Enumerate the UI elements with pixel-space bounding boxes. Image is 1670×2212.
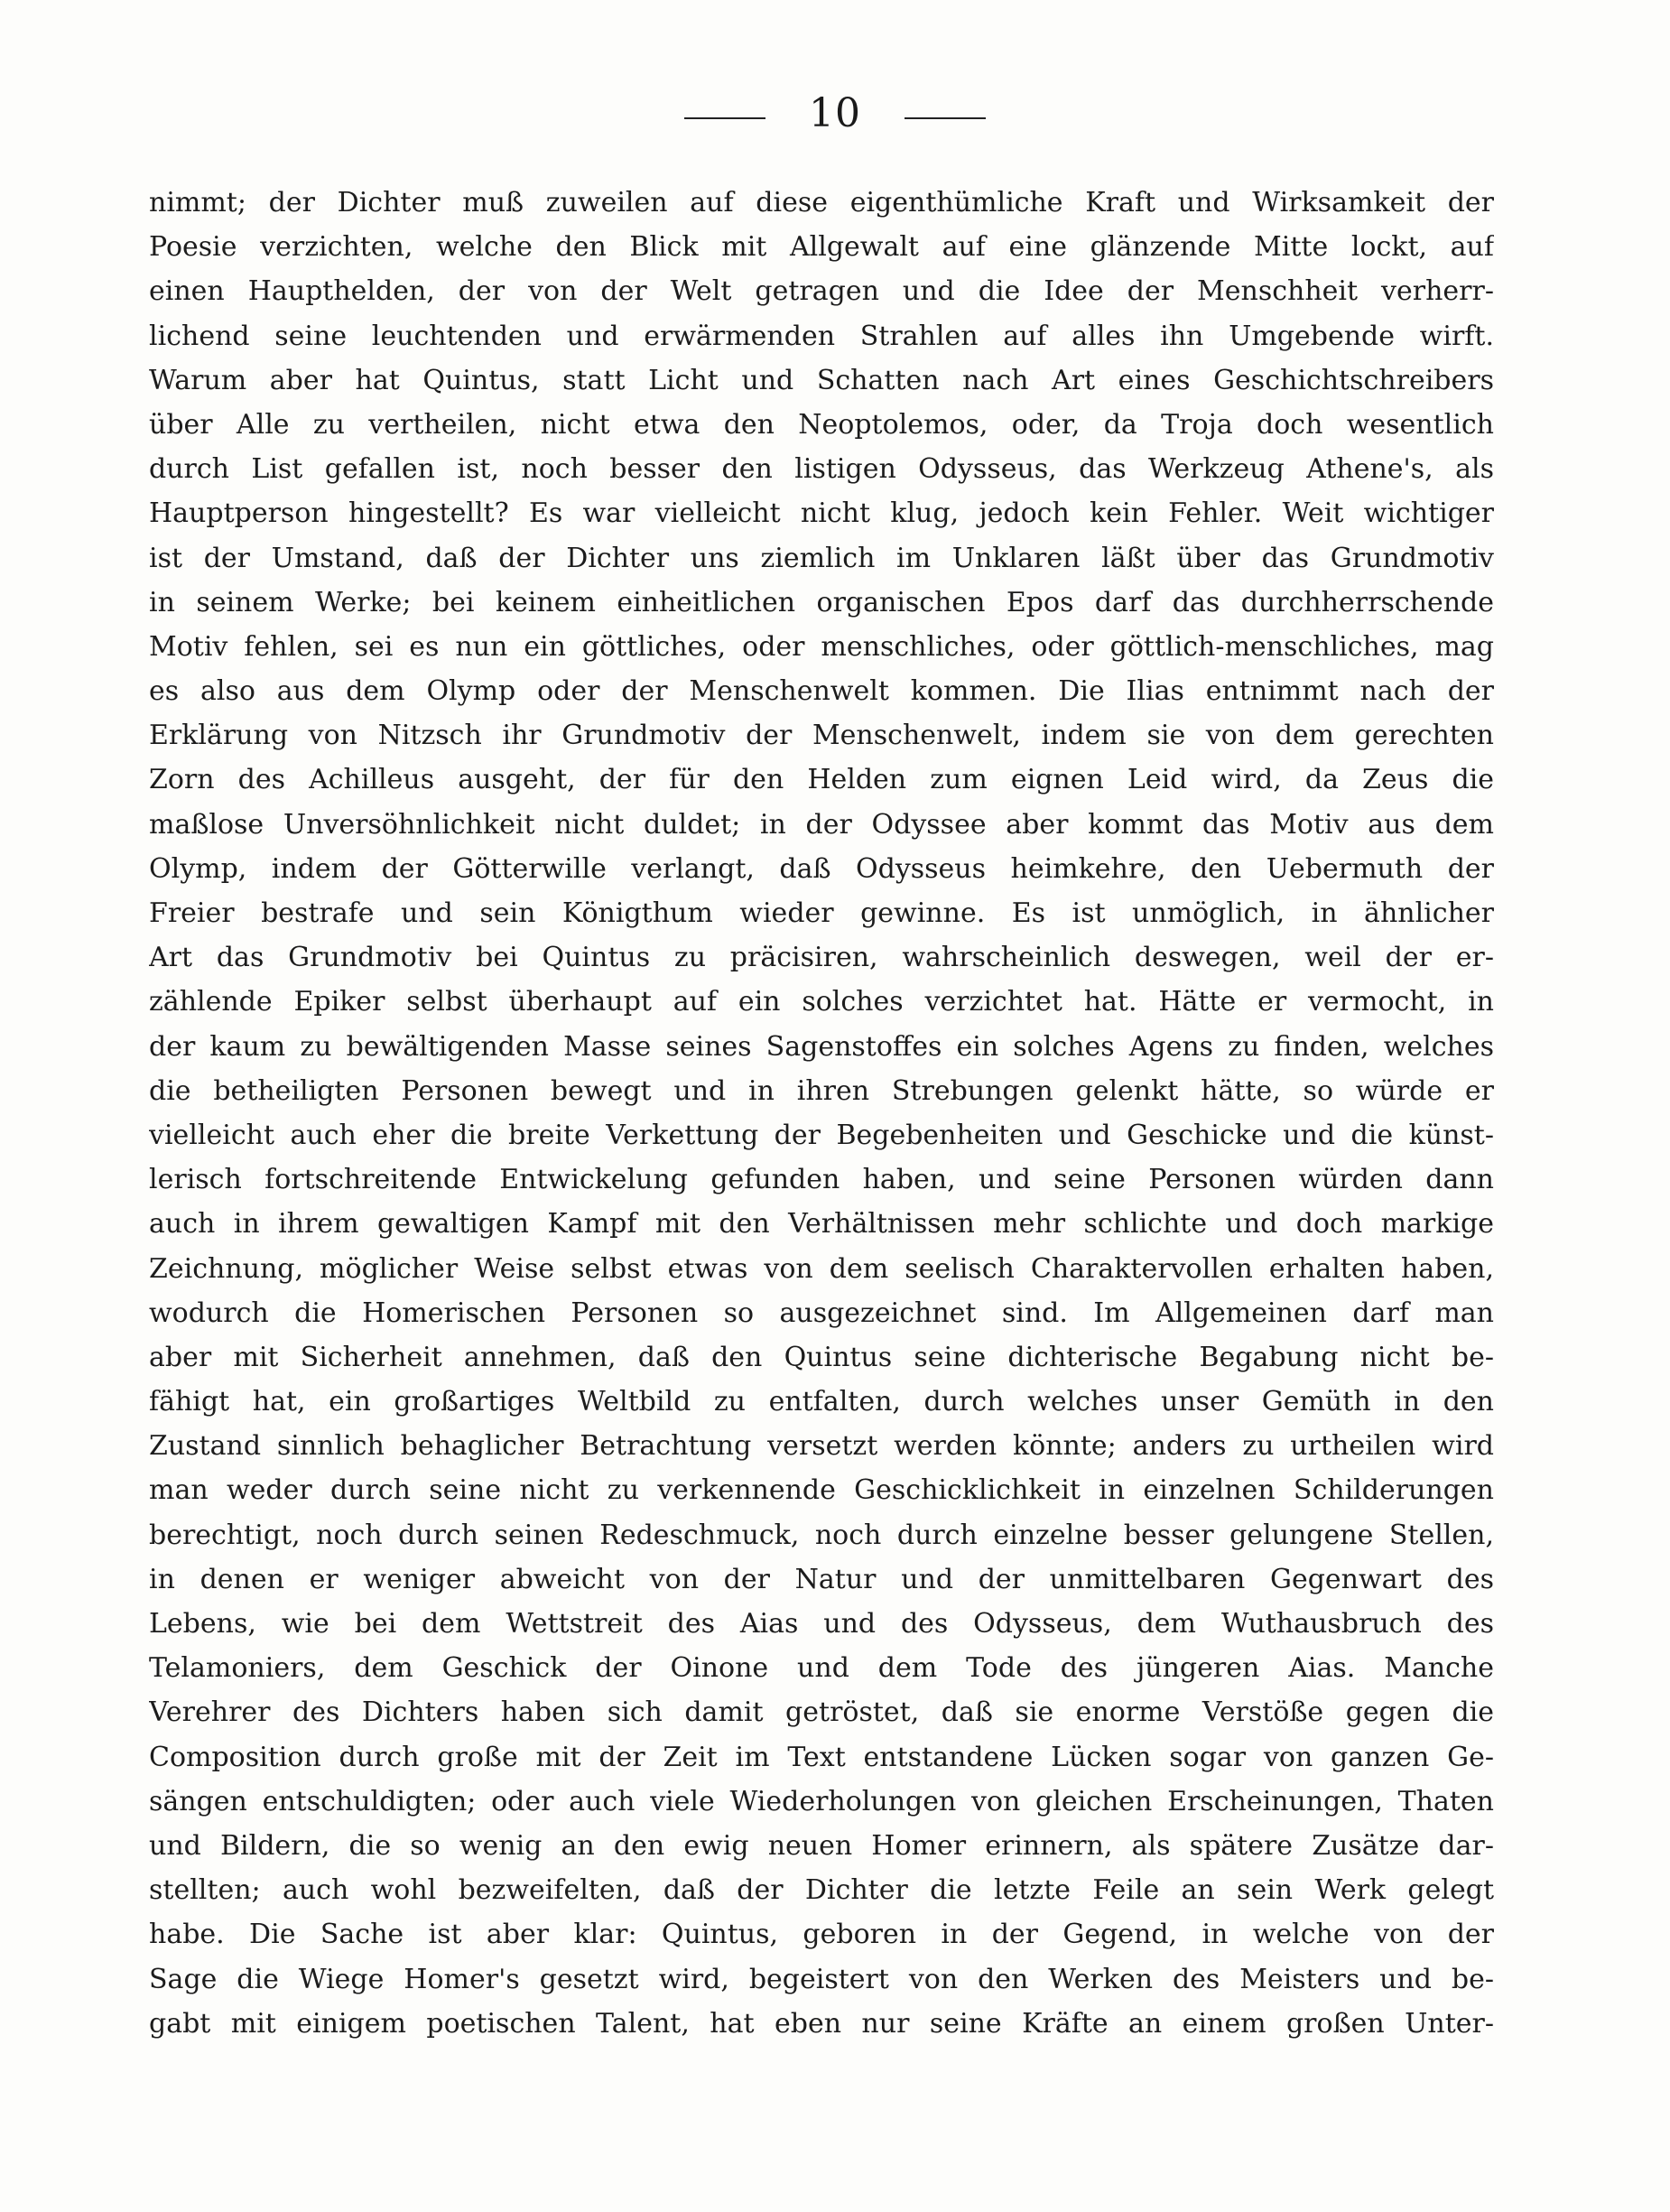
page-header [0,86,1670,140]
text-line: es also aus dem Olymp oder der Menschenwelt kommen. Die Ilias entnimmt nach der [149,675,1494,708]
text-line: Erklärung von Nitzsch ihr Grundmotiv der Menschenwelt, indem sie von dem gerechten [149,720,1494,752]
text-line: man weder durch seine nicht zu verkennende Geschicklichkeit in einzelnen Schilderungen [149,1474,1494,1507]
text-line: sängen entschuldigten; oder auch viele Wiederholungen von gleichen Erscheinungen, Thaten [149,1785,1494,1817]
text-line: zählende Epiker selbst überhaupt auf ein solches verzichtet hat. Hätte er vermocht, in [149,986,1494,1018]
text-line: habe. Die Sache ist aber klar: Quintus, geboren in der Gegend, in welche von der [149,1919,1494,1951]
text-line: lichend seine leuchtenden und erwärmenden Strahlen auf alles ihn Umgebende wirft. [149,320,1494,352]
text-line: in denen er weniger abweicht von der Natur und der unmittelbaren Gegenwart des [149,1563,1494,1595]
text-line: berechtigt, noch durch seinen Redeschmuck, noch durch einzelne besser gelungene Stellen, [149,1519,1494,1551]
text-line: fähigt hat, ein großartiges Weltbild zu entfalten, durch welches unser Gemüth in den [149,1386,1494,1418]
text-line: die betheiligten Personen bewegt und in ihren Strebungen gelenkt hätte, so würde er [149,1074,1494,1107]
text-line: nimmt; der Dichter muß zuweilen auf diese eigenthümliche Kraft und Wirksamkeit der [149,187,1494,218]
text-line: Poesie verzichten, welche den Blick mit Allgewalt auf eine glänzende Mitte lockt, auf [149,231,1494,264]
text-line: Motiv fehlen, sei es nun ein göttliches, oder menschliches, oder göttlich-menschliches, mag [149,630,1494,663]
text-line: Lebens, wie bei dem Wettstreit des Aias und des Odysseus, dem Wuthausbruch des [149,1608,1494,1640]
text-line: über Alle zu vertheilen, nicht etwa den Neoptolemos, oder, da Troja doch wesentlich [149,408,1494,441]
text-line: durch List gefallen ist, noch besser den listigen Odysseus, das Werkzeug Athene's, als [149,453,1494,486]
text-line: stellten; auch wohl bezweifelten, daß der Dichter die letzte Feile an sein Werk gelegt [149,1874,1494,1907]
text-line: Warum aber hat Quintus, statt Licht und Schatten nach Art eines Geschichtschreibers [149,364,1494,396]
header-rule-right [905,117,986,119]
text-line: wodurch die Homerischen Personen so ausgezeichnet sind. Im Allgemeinen darf man [149,1297,1494,1329]
text-line: in seinem Werke; bei keinem einheitlichen organischen Epos darf das durchherrschende [149,586,1494,618]
text-line: Verehrer des Dichters haben sich damit getröstet, daß sie enorme Verstöße gegen die [149,1696,1494,1729]
text-line: Zorn des Achilleus ausgeht, der für den Helden zum eignen Leid wird, da Zeus die [149,764,1494,796]
text-line: ist der Umstand, daß der Dichter uns ziemlich im Unklaren läßt über das Grundmotiv [149,542,1494,574]
body-text [149,181,1494,2046]
text-line: Hauptperson hingestellt? Es war vielleicht nicht klug, jedoch kein Fehler. Weit wichtiger [149,497,1494,530]
text-line: Freier bestrafe und sein Königthum wieder gewinne. Es ist unmöglich, in ähnlicher [149,897,1494,929]
text-line: und Bildern, die so wenig an den ewig neuen Homer erinnern, als spätere Zusätze dar- [149,1829,1494,1862]
text-line: Zustand sinnlich behaglicher Betrachtung versetzt werden könnte; anders zu urtheilen wird [149,1430,1494,1463]
text-line: aber mit Sicherheit annehmen, daß den Quintus seine dichterische Begabung nicht be- [149,1341,1494,1373]
text-line: einen Haupthelden, der von der Welt getragen und die Idee der Menschheit verherr- [149,275,1494,308]
text-line: Zeichnung, möglicher Weise selbst etwas von dem seelisch Charaktervollen erhalten haben, [149,1252,1494,1285]
text-line: Composition durch große mit der Zeit im Text entstandene Lücken sogar von ganzen Ge- [149,1741,1494,1773]
text-line: Telamoniers, dem Geschick der Oinone und dem Tode des jüngeren Aias. Manche [149,1652,1494,1685]
text-line: maßlose Unversöhnlichkeit nicht duldet; in der Odyssee aber kommt das Motiv aus dem [149,808,1494,841]
text-line: Sage die Wiege Homer's gesetzt wird, begeistert von den Werken des Meisters und be- [149,1963,1494,1995]
text-line: der kaum zu bewältigenden Masse seines Sagenstoffes ein solches Agens zu finden, welches [149,1030,1494,1063]
text-line: Art das Grundmotiv bei Quintus zu präcisiren, wahrscheinlich deswegen, weil der er- [149,942,1494,974]
header-rule-left [684,117,765,119]
text-line: auch in ihrem gewaltigen Kampf mit den Verhältnissen mehr schlichte und doch markige [149,1208,1494,1241]
text-line: Olymp, indem der Götterwille verlangt, daß Odysseus heimkehre, den Uebermuth der [149,852,1494,885]
page-number: 10 [809,89,861,136]
text-line: lerisch fortschreitende Entwickelung gefunden haben, und seine Personen würden dann [149,1164,1494,1196]
text-line: vielleicht auch eher die breite Verkettung der Begebenheiten und Geschicke und die künst- [149,1119,1494,1151]
text-line: gabt mit einigem poetischen Talent, hat eben nur seine Kräfte an einem großen Unter- [149,2007,1494,2040]
